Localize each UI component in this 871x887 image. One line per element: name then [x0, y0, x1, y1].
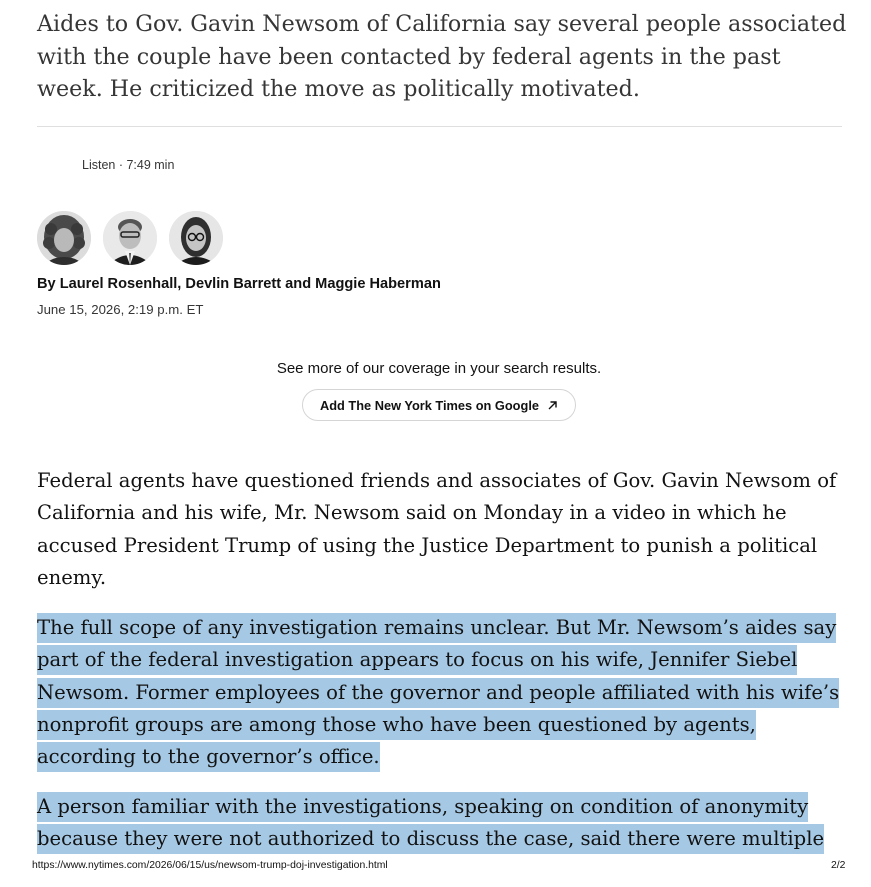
divider [37, 126, 842, 127]
external-arrow-icon [547, 400, 558, 411]
coverage-promo-text: See more of our coverage in your search results. [276, 360, 602, 377]
byline: By Laurel Rosenhall, Devlin Barrett and Maggie Haberman [37, 276, 441, 292]
add-nyt-on-google-button[interactable] [302, 389, 576, 421]
add-nyt-on-google-label: Add The New York Times on Google [319, 397, 539, 413]
paragraph-2-highlighted [37, 612, 849, 773]
highlighted-text[interactable]: The full scope of any investigation remains unclear. But Mr. Newsom’s aides say part of the federal investigation appears to focus on his wife, Jennifer Siebel Newsom. Former employees of the governor and people affiliated with his wife’s nonprofit groups are among those who have been questioned by agents, according to the governor’s office. [37, 613, 839, 772]
article-summary: Aides to Gov. Gavin Newsom of California say several people associated with the couple have been contacted by federal agents in the past week. He criticized the move as politically motivated. [37, 11, 847, 102]
footer-page-number: 2/2 [831, 860, 846, 871]
footer-url: https://www.nytimes.com/2026/06/15/us/newsom-trump-doj-investigation.html [32, 860, 388, 871]
avatar-laurel-rosenhall[interactable] [37, 211, 91, 265]
paragraph-3-highlighted [37, 791, 849, 856]
dateline: June 15, 2026, 2:19 p.m. ET [37, 302, 204, 317]
avatar-devlin-barrett[interactable] [103, 211, 157, 265]
author-avatars [37, 211, 223, 265]
paragraph-1: Federal agents have questioned friends and associates of Gov. Gavin Newsom of California and his wife, Mr. Newsom said on Monday in a video in which he accused President Trump of using the Justice Department to punish a political enemy. [37, 469, 837, 589]
highlighted-text[interactable]: A person familiar with the investigations, speaking on condition of anonymity because they were not authorized to discuss the case, said there were multiple [37, 792, 824, 854]
listen-button[interactable]: Listen · 7:49 min [82, 158, 175, 172]
avatar-maggie-haberman[interactable] [169, 211, 223, 265]
